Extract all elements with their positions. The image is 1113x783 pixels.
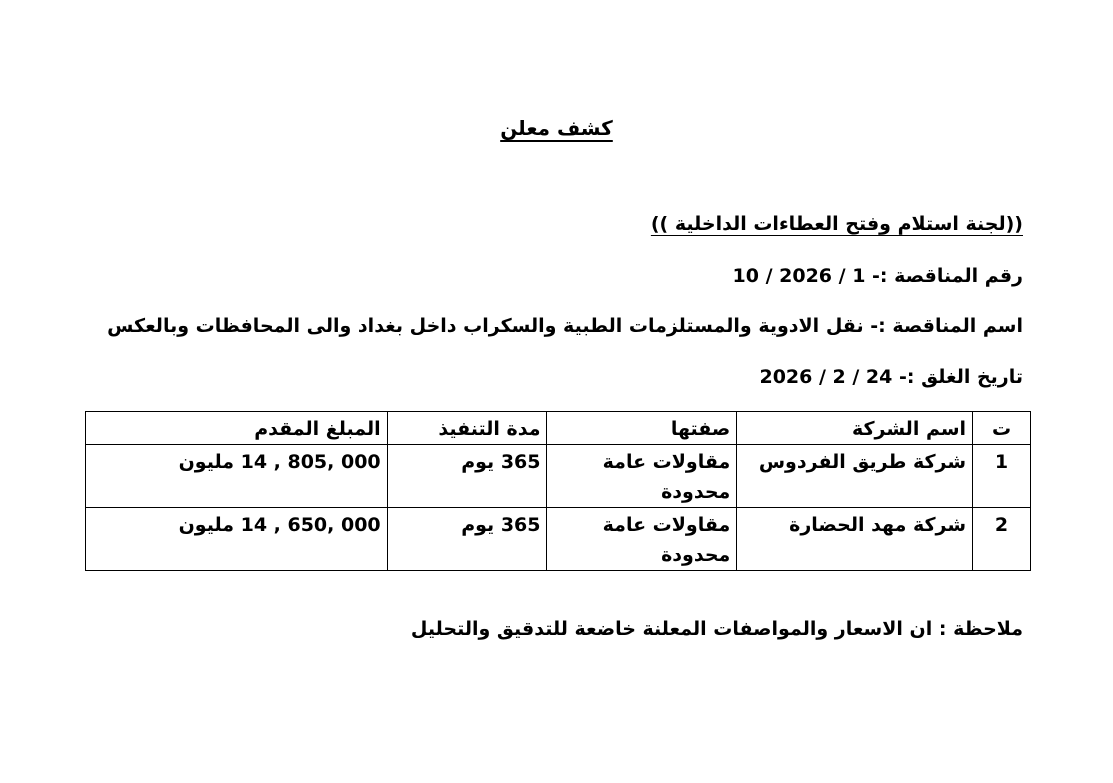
tender-name-line xyxy=(107,315,1023,337)
table-row xyxy=(86,508,1031,571)
tender-number-label: رقم المناقصة :- xyxy=(872,265,1023,287)
row-company: شركة طريق الفردوس xyxy=(737,445,973,508)
row-amount-number: 14 , 805, 000 xyxy=(240,451,381,473)
row-duration: 365 يوم xyxy=(387,508,547,571)
row-amount-unit: مليون xyxy=(178,514,234,536)
row-amount-number: 14 , 650, 000 xyxy=(240,514,381,536)
table-row xyxy=(86,445,1031,508)
header-company: اسم الشركة xyxy=(737,412,973,445)
row-seq: 1 xyxy=(973,445,1031,508)
tender-number-value: 10 / 2026 / 1 xyxy=(732,265,866,287)
row-amount xyxy=(86,508,388,571)
bids-table xyxy=(85,411,1031,571)
committee-heading: ((لجنة استلام وفتح العطاءات الداخلية )) xyxy=(650,213,1023,235)
row-seq: 2 xyxy=(973,508,1031,571)
row-duration: 365 يوم xyxy=(387,445,547,508)
row-amount xyxy=(86,445,388,508)
table-header-row xyxy=(86,412,1031,445)
closing-date-line xyxy=(759,366,1023,388)
header-amount: المبلغ المقدم xyxy=(86,412,388,445)
row-company: شركة مهد الحضارة xyxy=(737,508,973,571)
closing-date-label: تاريخ الغلق :- xyxy=(898,366,1023,388)
tender-name-label: اسم المناقصة :- xyxy=(870,315,1023,337)
tender-name-value: نقل الادوية والمستلزمات الطبية والسكراب داخل بغداد والى المحافظات وبالعكس xyxy=(107,315,864,337)
header-duration: مدة التنفيذ xyxy=(387,412,547,445)
document-title xyxy=(0,116,1113,140)
document-title-text: كشف معلن xyxy=(500,116,613,140)
row-type: مقاولات عامة محدودة xyxy=(547,508,737,571)
closing-date-value: 2026 / 2 / 24 xyxy=(759,366,893,388)
tender-number-line xyxy=(733,265,1023,287)
row-amount-unit: مليون xyxy=(178,451,234,473)
note-line: ملاحظة : ان الاسعار والمواصفات المعلنة خاضعة للتدقيق والتحليل xyxy=(410,618,1023,640)
row-type: مقاولات عامة محدودة xyxy=(547,445,737,508)
header-type: صفتها xyxy=(547,412,737,445)
header-seq: ت xyxy=(973,412,1031,445)
